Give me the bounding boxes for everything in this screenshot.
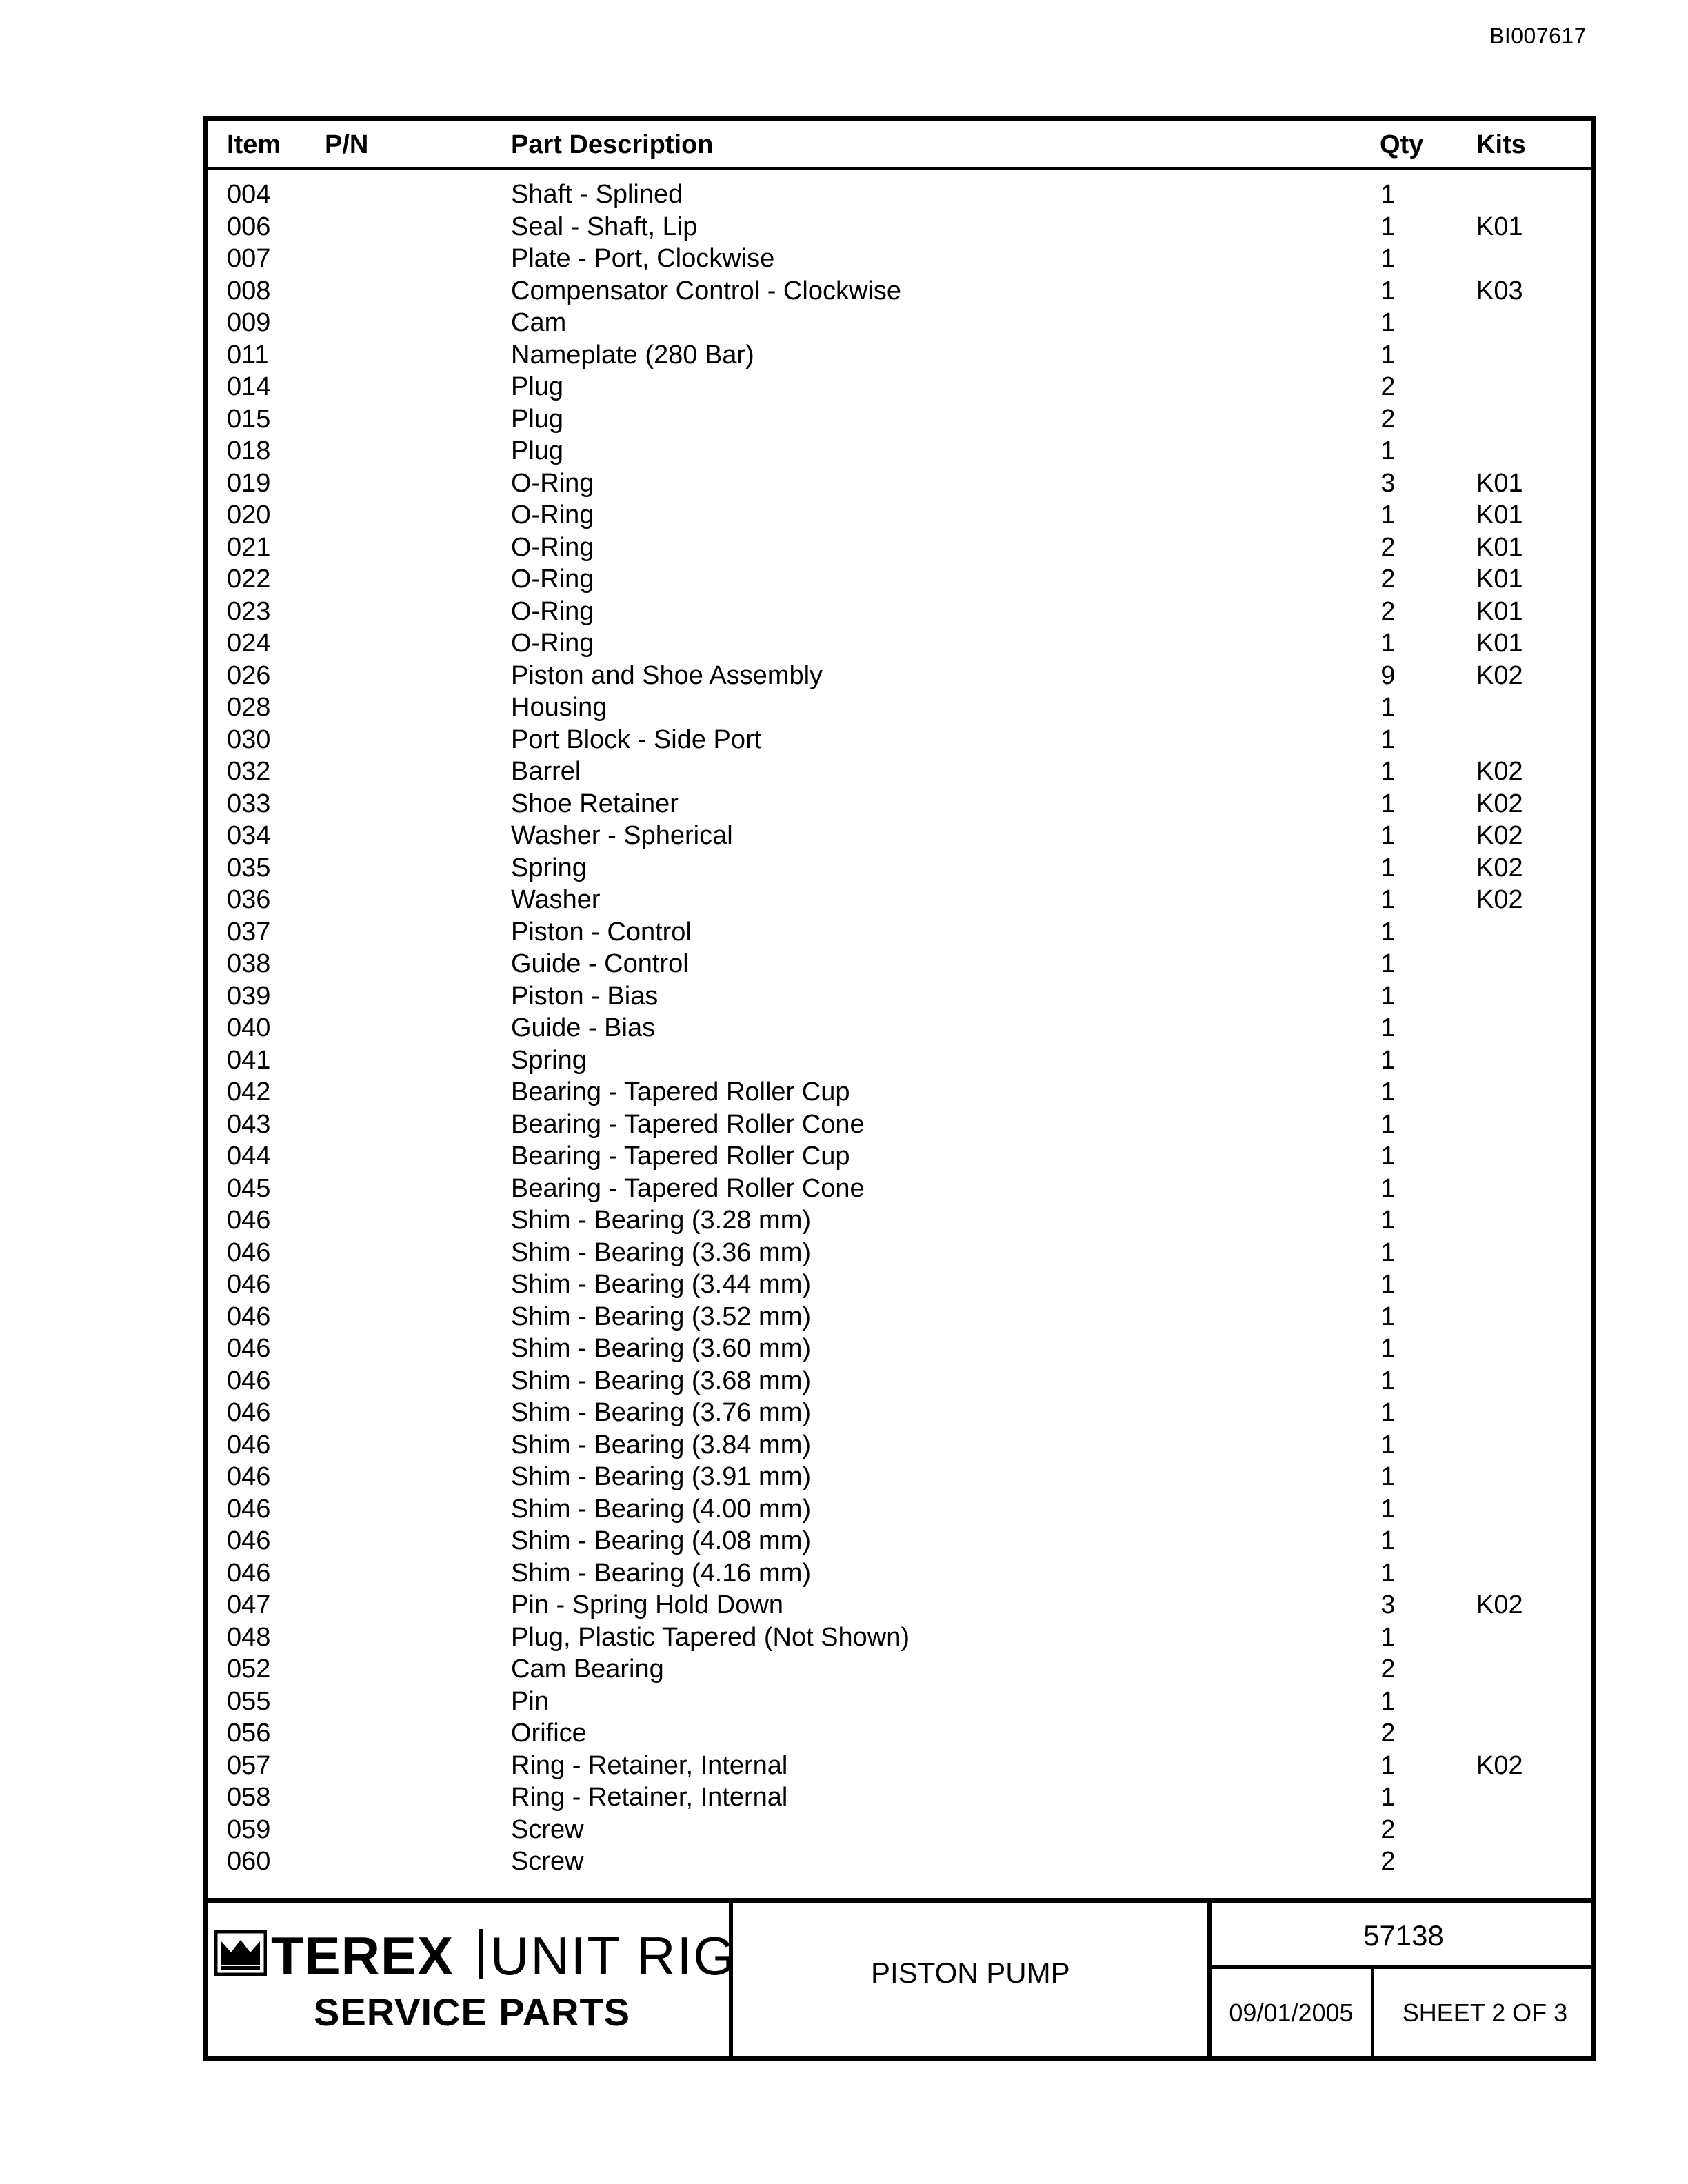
cell-item: 046 [227,1494,271,1524]
cell-qty: 1 [1380,1302,1396,1331]
cell-qty: 2 [1380,596,1396,626]
cell-item: 060 [227,1847,271,1876]
cell-kit: K02 [1476,789,1523,818]
cell-description: Bearing - Tapered Roller Cup [511,1078,850,1106]
cell-kit: K01 [1476,468,1523,498]
cell-item: 030 [227,725,271,754]
cell-kit: K02 [1476,885,1523,914]
table-row [208,1557,1591,1590]
table-row [208,1781,1591,1814]
cell-description: Shim - Bearing (4.00 mm) [511,1494,812,1524]
table-row [208,211,1591,243]
cell-item: 041 [227,1045,271,1075]
table-row [208,1493,1591,1526]
cell-item: 009 [227,308,271,337]
cell-description: Piston and Shoe Assembly [511,660,823,690]
cell-item: 046 [227,1462,271,1491]
cell-qty: 1 [1380,1398,1396,1427]
cell-item: 028 [227,693,271,722]
drawing-date: 09/01/2005 [1212,1969,1374,2056]
cell-qty: 2 [1380,1814,1396,1844]
title-block [208,1898,1591,2056]
table-row [208,499,1591,532]
cell-item: 026 [227,660,271,690]
cell-description: O-Ring [511,596,594,626]
table-row [208,275,1591,307]
cell-kit: K01 [1476,629,1523,658]
cell-description: Plug [511,372,564,401]
table-row [208,1814,1591,1846]
cell-qty: 1 [1380,1109,1396,1139]
cell-qty: 1 [1380,1622,1396,1652]
cell-qty: 2 [1380,1655,1396,1684]
cell-qty: 1 [1380,1366,1396,1395]
cell-description: Bearing - Tapered Roller Cone [511,1109,865,1139]
table-row [208,1846,1591,1878]
cell-description: Orifice [511,1719,587,1748]
cell-description: Seal - Shaft, Lip [511,212,698,241]
table-row [208,691,1591,724]
cell-item: 046 [227,1270,271,1299]
cell-description: Shim - Bearing (3.76 mm) [511,1398,812,1427]
cell-qty: 2 [1380,565,1396,594]
table-row [208,660,1591,692]
cell-description: Plug [511,404,564,434]
cell-qty: 1 [1380,1270,1396,1299]
cell-kit: K02 [1476,853,1523,882]
cell-qty: 1 [1380,1558,1396,1588]
cell-item: 034 [227,821,271,850]
drawing-info-cell [1212,1903,1596,2056]
cell-item: 015 [227,404,271,434]
table-row [208,1686,1591,1718]
cell-qty: 1 [1380,821,1396,850]
cell-description: Piston - Control [511,917,692,947]
table-row [208,1140,1591,1173]
table-row [208,1397,1591,1429]
cell-qty: 9 [1380,660,1396,690]
cell-description: Ring - Retainer, Internal [511,1750,788,1780]
cell-qty: 1 [1380,1334,1396,1363]
cell-qty: 1 [1380,853,1396,882]
cell-description: O-Ring [511,565,594,594]
cell-item: 046 [227,1237,271,1267]
cell-item: 057 [227,1750,271,1780]
table-row [208,788,1591,820]
cell-item: 046 [227,1526,271,1555]
cell-description: Piston - Bias [511,981,659,1011]
cell-item: 008 [227,276,271,305]
table-row [208,1333,1591,1365]
cell-item: 048 [227,1622,271,1652]
cell-description: Spring [511,853,587,882]
cell-qty: 1 [1380,757,1396,786]
cell-description: Shim - Bearing (3.28 mm) [511,1206,812,1235]
cell-description: Shim - Bearing (3.52 mm) [511,1302,812,1331]
cell-qty: 1 [1380,276,1396,305]
terex-crown-logo-icon [214,1930,267,1976]
cell-item: 037 [227,917,271,947]
cell-qty: 1 [1380,1173,1396,1203]
table-row [208,820,1591,852]
table-row [208,852,1591,884]
table-row [208,916,1591,949]
cell-item: 021 [227,532,271,562]
cell-qty: 1 [1380,244,1396,273]
table-row [208,1109,1591,1141]
cell-description: Washer [511,885,601,914]
cell-item: 032 [227,757,271,786]
table-header [208,121,1591,170]
cell-description: Cam Bearing [511,1655,664,1684]
cell-description: Guide - Bias [511,1013,656,1042]
table-row [208,1204,1591,1237]
cell-item: 040 [227,1013,271,1042]
table-row [208,1525,1591,1557]
cell-item: 023 [227,596,271,626]
table-row [208,884,1591,916]
drawing-number: 57138 [1212,1903,1596,1969]
cell-item: 045 [227,1173,271,1203]
cell-kit: K02 [1476,1750,1523,1780]
cell-description: Washer - Spherical [511,821,733,850]
cell-item: 035 [227,853,271,882]
cell-item: 058 [227,1783,271,1812]
cell-description: Pin [511,1686,549,1716]
cell-description: Compensator Control - Clockwise [511,276,901,305]
cell-item: 056 [227,1719,271,1748]
cell-kit: K02 [1476,821,1523,850]
cell-qty: 2 [1380,532,1396,562]
cell-description: Screw [511,1814,584,1844]
table-row [208,1173,1591,1205]
cell-item: 046 [227,1302,271,1331]
header-pn: P/N [325,130,369,159]
service-parts-label: SERVICE PARTS [314,1990,631,2034]
cell-description: Pin - Spring Hold Down [511,1590,783,1619]
cell-item: 046 [227,1334,271,1363]
cell-qty: 1 [1380,981,1396,1011]
cell-qty: 3 [1380,1590,1396,1619]
brand-unit: UNIT RIG [490,1925,736,1986]
cell-description: Shim - Bearing (3.68 mm) [511,1366,812,1395]
cell-item: 046 [227,1398,271,1427]
cell-qty: 1 [1380,1430,1396,1459]
cell-item: 007 [227,244,271,273]
parts-sheet [203,116,1596,2061]
cell-description: Plug, Plastic Tapered (Not Shown) [511,1622,910,1652]
cell-item: 055 [227,1686,271,1716]
table-row [208,1750,1591,1782]
cell-kit: K02 [1476,660,1523,690]
cell-kit: K02 [1476,1590,1523,1619]
cell-qty: 1 [1380,885,1396,914]
cell-qty: 1 [1380,501,1396,529]
table-row [208,1429,1591,1462]
table-row [208,1461,1591,1493]
table-row [208,1076,1591,1109]
table-row [208,435,1591,467]
cell-description: Plate - Port, Clockwise [511,244,775,273]
cell-qty: 1 [1380,1078,1396,1106]
table-row [208,596,1591,628]
cell-kit: K01 [1476,501,1523,529]
cell-description: Shim - Bearing (3.60 mm) [511,1334,812,1363]
table-row [208,403,1591,436]
cell-qty: 1 [1380,917,1396,947]
table-row [208,1717,1591,1750]
cell-description: O-Ring [511,468,594,498]
cell-description: Nameplate (280 Bar) [511,340,754,370]
cell-qty: 1 [1380,1013,1396,1042]
header-kits: Kits [1476,130,1526,159]
cell-qty: 1 [1380,436,1396,465]
cell-qty: 1 [1380,180,1396,209]
cell-item: 039 [227,981,271,1011]
cell-qty: 1 [1380,1526,1396,1555]
cell-qty: 1 [1380,1462,1396,1491]
cell-description: Shoe Retainer [511,789,679,818]
cell-qty: 1 [1380,1686,1396,1716]
table-row [208,948,1591,980]
cell-description: Barrel [511,757,581,786]
cell-item: 044 [227,1142,271,1171]
cell-description: O-Ring [511,501,594,529]
cell-description: Spring [511,1045,587,1075]
cell-qty: 2 [1380,404,1396,434]
cell-item: 011 [227,340,269,370]
table-row [208,1301,1591,1333]
cell-qty: 2 [1380,372,1396,401]
table-row [208,756,1591,788]
table-row [208,307,1591,339]
cell-description: Shim - Bearing (4.16 mm) [511,1558,812,1588]
table-row [208,1237,1591,1269]
cell-item: 014 [227,372,271,401]
brand-name: TEREX [271,1925,454,1986]
cell-description: Cam [511,308,567,337]
table-row [208,1012,1591,1044]
cell-qty: 1 [1380,1237,1396,1267]
cell-kit: K01 [1476,532,1523,562]
table-row [208,1589,1591,1621]
cell-item: 059 [227,1814,271,1844]
cell-item: 022 [227,565,271,594]
table-row [208,563,1591,596]
table-row [208,1044,1591,1077]
cell-item: 004 [227,180,271,209]
document-id: BI007617 [1489,23,1587,48]
sheet-number: SHEET 2 OF 3 [1402,1999,1568,2027]
parts-list [208,179,1591,1878]
cell-description: Guide - Control [511,949,689,978]
cell-qty: 1 [1380,212,1396,241]
cell-qty: 1 [1380,725,1396,754]
cell-description: Port Block - Side Port [511,725,762,754]
table-row [208,532,1591,564]
cell-qty: 1 [1380,693,1396,722]
cell-description: Shim - Bearing (3.44 mm) [511,1270,812,1299]
cell-item: 052 [227,1655,271,1684]
table-row [208,1268,1591,1301]
cell-description: Shaft - Splined [511,180,683,209]
table-row [208,1653,1591,1686]
cell-kit: K03 [1476,276,1523,305]
cell-qty: 2 [1380,1719,1396,1748]
header-description: Part Description [511,130,714,159]
cell-kit: K01 [1476,565,1523,594]
cell-item: 019 [227,468,271,498]
cell-description: Plug [511,436,564,465]
cell-item: 020 [227,501,271,529]
cell-qty: 1 [1380,949,1396,978]
cell-description: Ring - Retainer, Internal [511,1783,788,1812]
cell-item: 036 [227,885,271,914]
header-item: Item [227,130,281,159]
cell-qty: 2 [1380,1847,1396,1876]
brand-divider [479,1929,483,1979]
cell-description: O-Ring [511,629,594,658]
cell-qty: 1 [1380,1206,1396,1235]
drawing-title: PISTON PUMP [871,1957,1070,1989]
cell-item: 018 [227,436,271,465]
cell-qty: 1 [1380,1750,1396,1780]
cell-item: 033 [227,789,271,818]
cell-item: 046 [227,1206,271,1235]
table-row [208,339,1591,372]
cell-qty: 1 [1380,1045,1396,1075]
cell-description: Screw [511,1847,584,1876]
cell-item: 024 [227,629,271,658]
cell-qty: 1 [1380,1142,1396,1171]
table-row [208,1365,1591,1397]
cell-item: 047 [227,1590,271,1619]
cell-item: 046 [227,1430,271,1459]
cell-description: Shim - Bearing (3.84 mm) [511,1430,812,1459]
cell-item: 006 [227,212,271,241]
cell-description: Bearing - Tapered Roller Cone [511,1173,865,1203]
table-row [208,980,1591,1013]
table-row [208,371,1591,403]
cell-kit: K01 [1476,596,1523,626]
cell-description: Shim - Bearing (4.08 mm) [511,1526,812,1555]
cell-qty: 1 [1380,308,1396,337]
cell-qty: 1 [1380,1783,1396,1812]
table-row [208,179,1591,211]
cell-description: O-Ring [511,532,594,562]
cell-item: 046 [227,1366,271,1395]
table-row [208,467,1591,500]
cell-item: 038 [227,949,271,978]
cell-item: 042 [227,1078,271,1106]
cell-description: Bearing - Tapered Roller Cup [511,1142,850,1171]
drawing-title-cell [733,1903,1212,2056]
table-row [208,243,1591,275]
cell-item: 043 [227,1109,271,1139]
cell-item: 046 [227,1558,271,1588]
table-row [208,724,1591,756]
cell-description: Shim - Bearing (3.91 mm) [511,1462,812,1491]
cell-kit: K01 [1476,212,1523,241]
cell-qty: 1 [1380,340,1396,370]
header-qty: Qty [1380,130,1424,159]
table-row [208,1621,1591,1654]
cell-qty: 1 [1380,629,1396,658]
cell-qty: 3 [1380,468,1396,498]
table-row [208,627,1591,660]
cell-qty: 1 [1380,1494,1396,1524]
cell-kit: K02 [1476,757,1523,786]
cell-qty: 1 [1380,789,1396,818]
cell-description: Shim - Bearing (3.36 mm) [511,1237,812,1267]
cell-description: Housing [511,693,607,722]
logo-cell [208,1903,736,2056]
